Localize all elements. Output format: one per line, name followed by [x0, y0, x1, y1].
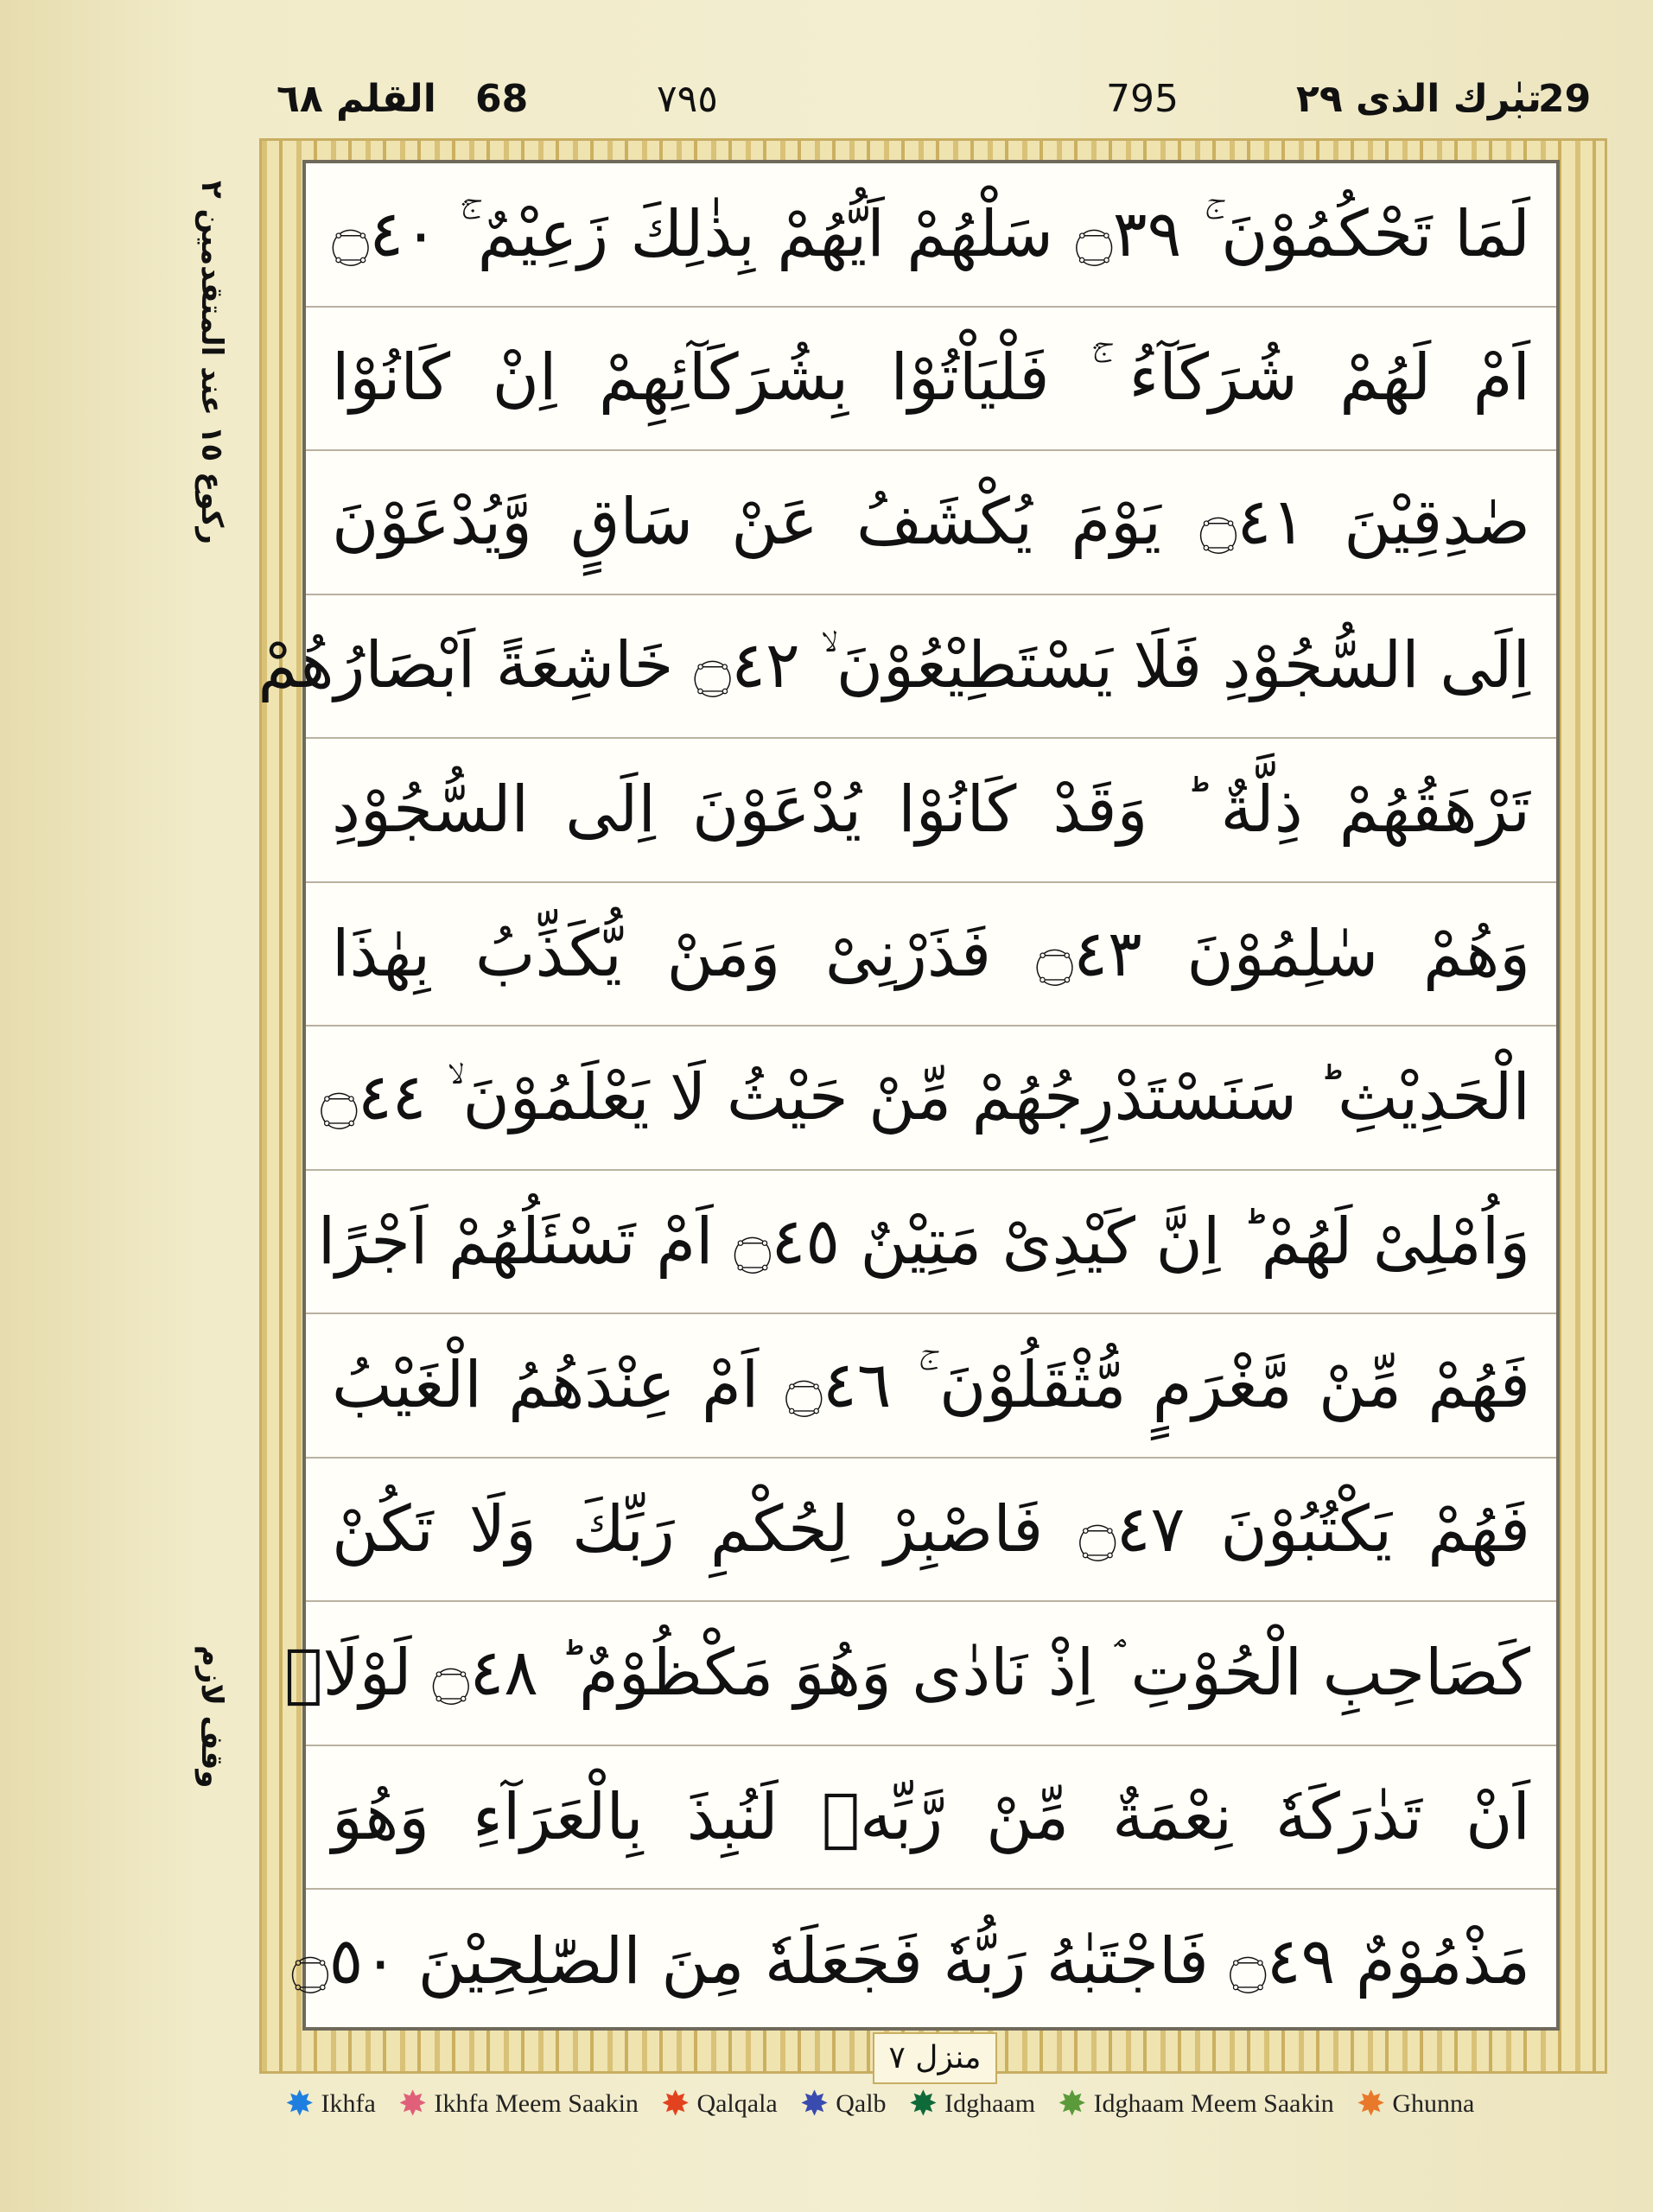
line-text: وَهُمْ سٰلِمُوْنَ ۝٤٣ فَذَرْنِىْ وَمَنْ يُّكَذِّبُ بِهٰذَا [332, 916, 1530, 991]
line-text: لَمَا تَحْكُمُوْنَ ۚ ۝٣٩ سَلْهُمْ اَيُّهُمْ بِذٰلِكَ زَعِيْمٌ ۚۛ ۝٤٠ [332, 196, 1530, 271]
legend-item-ikhfa-meem-saakin [397, 2084, 639, 2123]
line-text: فَهُمْ يَكْتُبُوْنَ ۝٤٧ فَاصْبِرْ لِحُكْمِ رَبِّكَ وَلَا تَكُنْ [332, 1491, 1530, 1567]
legend-item-idghaam [908, 2084, 1036, 2123]
juz-number: 29 [1538, 77, 1592, 121]
text-line [306, 1027, 1556, 1171]
text-line [257, 595, 1556, 740]
line-text: تَرْهَقُهُمْ ذِلَّةٌ ؕ وَقَدْ كَانُوْا يُدْعَوْنَ اِلَى السُّجُوْدِ [332, 772, 1530, 848]
text-line [306, 739, 1556, 883]
page-header [277, 69, 1590, 130]
line-text: صٰدِقِيْنَ ۝٤١ يَوْمَ يُكْشَفُ عَنْ سَاقٍ وَّيُدْعَوْنَ [332, 485, 1530, 560]
text-line [306, 1459, 1556, 1603]
legend-label: Ikhfa [321, 2089, 376, 2118]
star-icon: ✸ [799, 2084, 830, 2123]
line-text: كَصَاحِبِ الْحُوْتِ ۘ اِذْ نَادٰى وَهُوَ مَكْظُوْمٌ ؕ ۝٤٨ لَوْلَاۤ [284, 1635, 1530, 1710]
manzil-label: منزل ٧ [873, 2032, 997, 2084]
text-line [284, 1602, 1556, 1746]
legend-label: Ghunna [1392, 2089, 1475, 2118]
ruku-note: ركوع ١٥ عند المتقدمين ٢ [194, 180, 229, 544]
text-line [306, 883, 1556, 1027]
text-line [291, 1890, 1556, 2034]
text-line [306, 451, 1556, 595]
text-line [306, 308, 1556, 452]
quran-text-panel [257, 160, 1560, 2031]
legend-item-ikhfa [285, 2084, 376, 2123]
legend-label: Qalqala [696, 2089, 778, 2118]
page-number-arabic: ٧٩٥ [657, 77, 718, 121]
tajweed-legend [285, 2078, 1599, 2130]
legend-item-qalb [799, 2084, 887, 2123]
star-icon: ✸ [660, 2084, 690, 2123]
line-text: فَهُمْ مِّنْ مَّغْرَمٍ مُّثْقَلُوْنَ ۚ ۝٤٦ اَمْ عِنْدَهُمُ الْغَيْبُ [332, 1347, 1530, 1422]
text-line [306, 1746, 1556, 1891]
legend-label: Idghaam [944, 2089, 1036, 2118]
star-icon: ✸ [285, 2084, 315, 2123]
star-icon: ✸ [1356, 2084, 1386, 2123]
surah-name: القلم ٦٨ [277, 77, 436, 121]
page-number: 795 [1106, 77, 1179, 121]
legend-label: Qalb [836, 2089, 887, 2118]
line-text: اَمْ لَهُمْ شُرَكَآءُ ۚۛ فَلْيَاْتُوْا بِشُرَكَآئِهِمْ اِنْ كَانُوْا [332, 340, 1530, 416]
text-line [306, 163, 1556, 308]
waqf-lazim-note: وقف لازم [194, 1645, 229, 1789]
surah-number: 68 [475, 77, 529, 121]
legend-label: Ikhfa Meem Saakin [434, 2089, 639, 2118]
line-text: الْحَدِيْثِ ؕ سَنَسْتَدْرِجُهُمْ مِّنْ حَيْثُ لَا يَعْلَمُوْنَ ۙ ۝٤٤ [320, 1059, 1530, 1135]
line-text: اِلَى السُّجُوْدِ فَلَا يَسْتَطِيْعُوْنَ ۙ ۝٤٢ خَاشِعَةً اَبْصَارُهُمْ [257, 628, 1530, 703]
star-icon: ✸ [397, 2084, 428, 2123]
line-text: اَنْ تَدٰرَكَهٗ نِعْمَةٌ مِّنْ رَّبِّهٖ لَنُبِذَ بِالْعَرَآءِ وَهُوَ [332, 1779, 1530, 1854]
legend-item-idghaam-meem-saakin [1058, 2084, 1334, 2123]
text-line [306, 1314, 1556, 1459]
legend-item-ghunna [1356, 2084, 1475, 2123]
text-line [306, 1171, 1556, 1315]
juz-name: تبٰرك الذى ٢٩ [1296, 77, 1542, 121]
legend-item-qalqala [660, 2084, 778, 2123]
line-text: وَاُمْلِىْ لَهُمْ ؕ اِنَّ كَيْدِىْ مَتِيْنٌ ۝٤٥ اَمْ تَسْئَلُهُمْ اَجْرًا [317, 1204, 1530, 1279]
star-icon: ✸ [1058, 2084, 1087, 2123]
line-text: مَذْمُوْمٌ ۝٤٩ فَاجْتَبٰهُ رَبُّهٗ فَجَعَلَهٗ مِنَ الصّٰلِحِيْنَ ۝٥٠ [291, 1924, 1530, 1999]
legend-label: Idghaam Meem Saakin [1093, 2089, 1334, 2118]
star-icon: ✸ [908, 2084, 938, 2123]
